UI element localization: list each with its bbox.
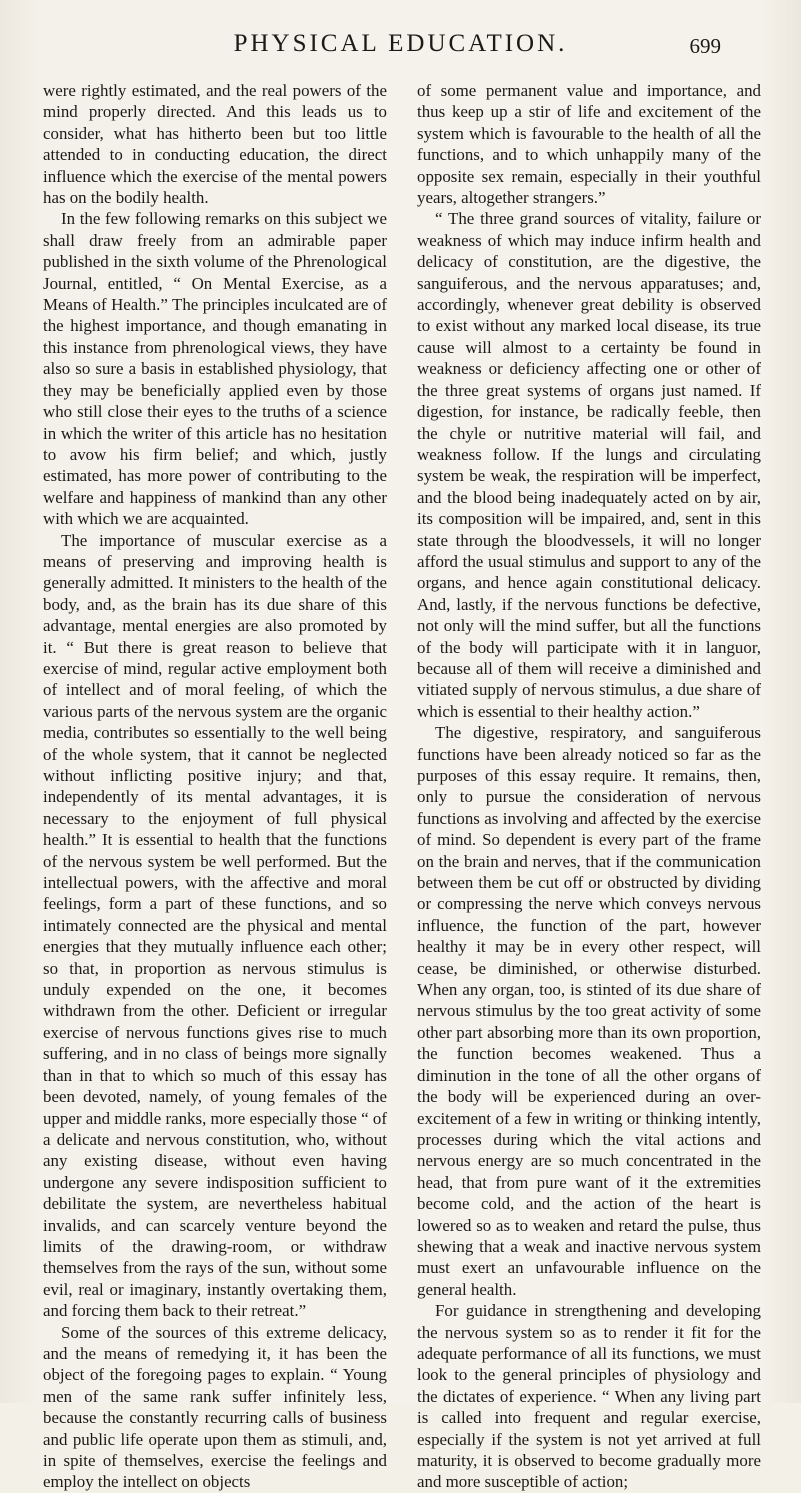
running-head (0, 30, 801, 70)
paragraph: The importance of muscular exercise as a means of preserving and improving health is generally admitted. It ministers to the health of the body, and, as the brain has its due share of this advantage, mental energies are also promoted by it. “ But there is great reason to believe that exercise of mind, regular active employment both of intellect and of moral feeling, of which the various parts of the nervous system are the organic media, contributes so essentially to the well being of the whole system, that it cannot be neglected without inflicting positive injury; and that, independently of its mental advantages, it is necessary to the enjoyment of full physical health.” It is essential to health that the functions of the nervous system be well performed. But the intellectual powers, with the affective and moral feelings, form a part of these functions, and so intimately connected are the physical and mental energies that they mutually influence each other; so that, in proportion as nervous stimulus is unduly expended on the one, it becomes withdrawn from the other. Deficient or irregular exercise of nervous functions gives rise to much suffering, and in no class of beings more signally than in that to which so much of this essay has been devoted, namely, of young females of the upper and middle ranks, more especially those “ of a delicate and nervous constitution, who, without any existing disease, without even having undergone any severe indisposition sufficient to debilitate the system, are nevertheless habitual invalids, and can scarcely venture beyond the limits of the drawing-room, or withdraw themselves from the rays of the sun, without some evil, real or imaginary, instantly overtaking them, and forcing them back to their retreat.” (43, 530, 387, 1321)
paragraph: The digestive, respiratory, and sanguiferous functions have been already noticed so far as the purposes of this essay require. It remains, then, only to pursue the consideration of nervous functions as involving and affected by the exercise of mind. So dependent is every part of the frame on the brain and nerves, that if the communication between them be cut off or obstructed by dividing or compressing the nerve which conveys nervous influence, the function of the part, however healthy it may be in every other respect, will cease, be diminished, or otherwise disturbed. When any organ, too, is stinted of its due share of nervous stimulus by the too great activity of some other part absorbing more than its own proportion, the function becomes weakened. Thus a diminution in the tone of all the other organs of the body will be experienced during an over-excitement of a few in writing or thinking intently, processes during which the vital actions and nervous energy are so much concentrated in the head, that from pure want of it the extremities become cold, and the action of the heart is lowered so as to weaken and retard the pulse, thus shewing that a weak and inactive nervous system must exert an unfavourable influence on the general health. (417, 723, 761, 1299)
text-columns (43, 80, 763, 1492)
page-number: 699 (689, 34, 721, 58)
paragraph: “ The three grand sources of vitality, failure or weakness of which may induce infirm health and delicacy of constitution, are the digestive, the sanguiferous, and the nervous apparatuses; and, accordingly, whenever great debility is observed to exist without any marked local disease, its true cause will almost to a certainty be found in weakness or deficiency affecting one or other of the three great systems of organs just named. If digestion, for instance, be radically feeble, then the chyle or nutritive material will fail, and weakness follow. If the lungs and circulating system be weak, the respiration will be imperfect, and the blood being inadequately acted on by air, its composition will be impaired, and, sent in this state through the bloodvessels, it will no longer afford the usual stimulus and support to any of the organs, and hence again constitutional delicacy. And, lastly, if the nervous functions be defective, not only will the mind suffer, but all the functions of the body will participate with it in languor, because all of them will receive a diminished and vitiated supply of nervous stimulus, a due share of which is essential to their healthy action.” (417, 209, 761, 721)
paragraph: of some permanent value and importance, and thus keep up a stir of life and excitement of the system which is favourable to the health of all the functions, and to which unhappily many of the opposite sex remain, especially in their youthful years, altogether strangers.” (417, 81, 761, 208)
paragraph: For guidance in strengthening and developing the nervous system so as to render it fit for the adequate performance of all its functions, we must look to the general principles of physiology and the dictates of experience. “ When any living part is called into frequent and regular exercise, especially if the system is not yet arrived at full maturity, it is observed to become gradually more and more susceptible of action; (417, 1301, 761, 1492)
paragraph: In the few following remarks on this subject we shall draw freely from an admirable paper published in the sixth volume of the Phrenological Journal, entitled, “ On Mental Exercise, as a Means of Health.” The principles inculcated are of the highest importance, and though emanating in this instance from phrenological views, they have also so sure a basis in established physiology, that they may be beneficially applied even by those who still close their eyes to the truths of a science in which the writer of this article has no hesitation to avow his firm belief; and which, justly estimated, has more power of contributing to the welfare and happiness of mankind than any other with which we are acquainted. (43, 209, 387, 529)
paragraph: were rightly estimated, and the real powers of the mind properly directed. And this leads us to consider, what has hitherto been but too little attended to in conducting education, the direct influence which the exercise of the mental powers has on the bodily health. (43, 81, 387, 208)
running-title: PHYSICAL EDUCATION. (233, 30, 568, 57)
right-column (417, 80, 761, 1493)
left-column (43, 80, 387, 1493)
paragraph: Some of the sources of this extreme delicacy, and the means of remedying it, it has been the object of the foregoing pages to explain. “ Young men of the same rank suffer infinitely less, because the constantly recurring calls of business and public life operate upon them as stimuli, and, in spite of themselves, exercise the feelings and employ the intellect on objects (43, 1322, 387, 1492)
